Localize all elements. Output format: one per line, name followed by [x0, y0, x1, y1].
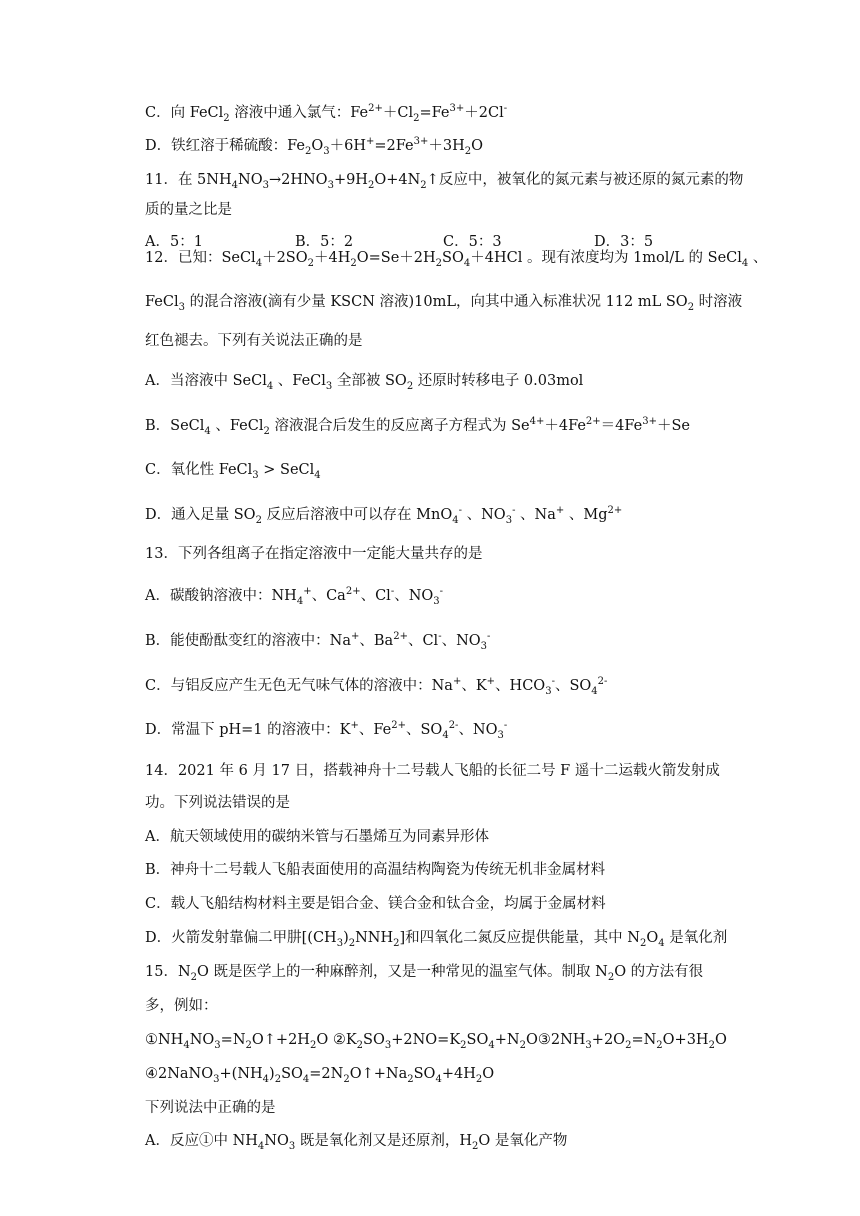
q14-option-c: C．载人飞船结构材料主要是铝合金、镁合金和钛合金，均属于金属材料	[145, 896, 606, 912]
q10-option-c: C．向 FeCl$_2$ 溶液中通入氯气：$Fe^{2+}+Cl_2=Fe^{3+}+2Cl^-$	[145, 103, 508, 124]
q11-stem-line-1: 11．在 $5NH_4NO_3\to 2HNO_3+9H_2O+4N_2↑$反应中，被氧化的氮元素与被还原的氮元素的物	[145, 172, 744, 191]
q15-reactions-line-2: $④2NaNO_3+(NH_4)_2SO_4=2N_2O↑+Na_2SO_4+4H_2O$	[145, 1066, 495, 1085]
q11-option-b: B．5：2	[295, 234, 354, 250]
q12-stem-line-3: 红色褪去。下列有关说法正确的是	[145, 333, 363, 349]
q12-option-d: D．通入足量 $SO_2$ 反应后溶液中可以存在 MnO$_4$- 、$NO_3^-$ 、Na+ 、$Mg^{2+}$	[145, 505, 623, 526]
q11-option-a: A．5：1	[145, 234, 203, 250]
q11-option-d: D．3：5	[594, 234, 654, 250]
q11-option-c: C．5：3	[443, 234, 502, 250]
q13-option-d: D．常温下 pH=1 的溶液中：K+、$Fe^{2+}$、$SO_4^{2-}$、$NO_3^-$	[145, 720, 508, 741]
q13-option-c: C．与铝反应产生无色无气味气体的溶液中：Na+、K+、$HCO_3^-$、$SO_4^{2-}$	[145, 676, 608, 697]
q14-stem-line-2: 功。下列说法错误的是	[145, 795, 290, 811]
q13-stem: 13．下列各组离子在指定溶液中一定能大量共存的是	[145, 546, 483, 562]
q15-reactions-line-1: $①NH_4NO_3=N_2O↑+2H_2O$ $②K_2SO_3+2NO=K_2SO_4+N_2O③2NH_3+2O_2=N_2O+3H_2O$	[145, 1032, 727, 1051]
q12-option-c: C．氧化性 FeCl$_3$ > SeCl$_4$	[145, 462, 321, 481]
q14-stem-line-1: 14．2021 年 6 月 17 日，搭载神舟十二号载人飞船的长征二号 F 遥十二运载火箭发射成	[145, 763, 720, 779]
q14-option-d: D．火箭发射靠偏二甲肼$[(CH_3)_2NNH_2]$和四氧化二氮反应提供能量，其中 $N_2O_4$ 是氧化剂	[145, 930, 728, 949]
q14-option-b: B．神舟十二号载人飞船表面使用的高温结构陶瓷为传统无机非金属材料	[145, 862, 606, 878]
q12-stem-line-2: FeCl$_3$ 的混合溶液(滴有少量 KSCN 溶液)10mL，向其中通入标准状况 112 mL $SO_2$ 时溶液	[145, 294, 743, 313]
q15-stem-line-3: 下列说法中正确的是	[145, 1100, 276, 1116]
q12-stem-line-1: 12．已知：$SeCl_4+2SO_2+4H_2O=Se+2H_2SO_4+4HCl$ 。现有浓度均为 1mol/L 的 SeCl$_4$ 、	[145, 250, 768, 269]
q14-option-a: A．航天领域使用的碳纳米管与石墨烯互为同素异形体	[145, 829, 489, 845]
q12-option-b: B．SeCl$_4$ 、FeCl$_2$ 溶液混合后发生的反应离子方程式为 $Se^{4+}+4Fe^{2+}=4Fe^{3+}+Se$	[145, 416, 691, 437]
q15-option-a: A．反应①中 $NH_4NO_3$ 既是氧化剂又是还原剂，$H_2O$ 是氧化产物	[145, 1133, 568, 1152]
q12-option-a: A．当溶液中 SeCl$_4$ 、FeCl$_3$ 全部被 $SO_2$ 还原时转移电子 0.03mol	[145, 373, 584, 392]
q15-stem-line-1: 15．$N_2O$ 既是医学上的一种麻醉剂，又是一种常见的温室气体。制取 $N_2O$ 的方法有很	[145, 964, 704, 983]
q13-option-b: B．能使酚酞变红的溶液中：Na+、$Ba^{2+}$、Cl-、$NO_3^-$	[145, 631, 491, 652]
q13-option-a: A．碳酸钠溶液中：$NH_4^+$、$Ca^{2+}$、Cl-、$NO_3^-$	[145, 586, 444, 607]
q10-option-d: D．铁红溶于稀硫酸：$Fe_2O_3+6H^+=2Fe^{3+}+3H_2O$	[145, 136, 484, 157]
q11-stem-line-2: 质的量之比是	[145, 202, 232, 218]
q15-stem-line-2: 多，例如：	[145, 998, 218, 1014]
